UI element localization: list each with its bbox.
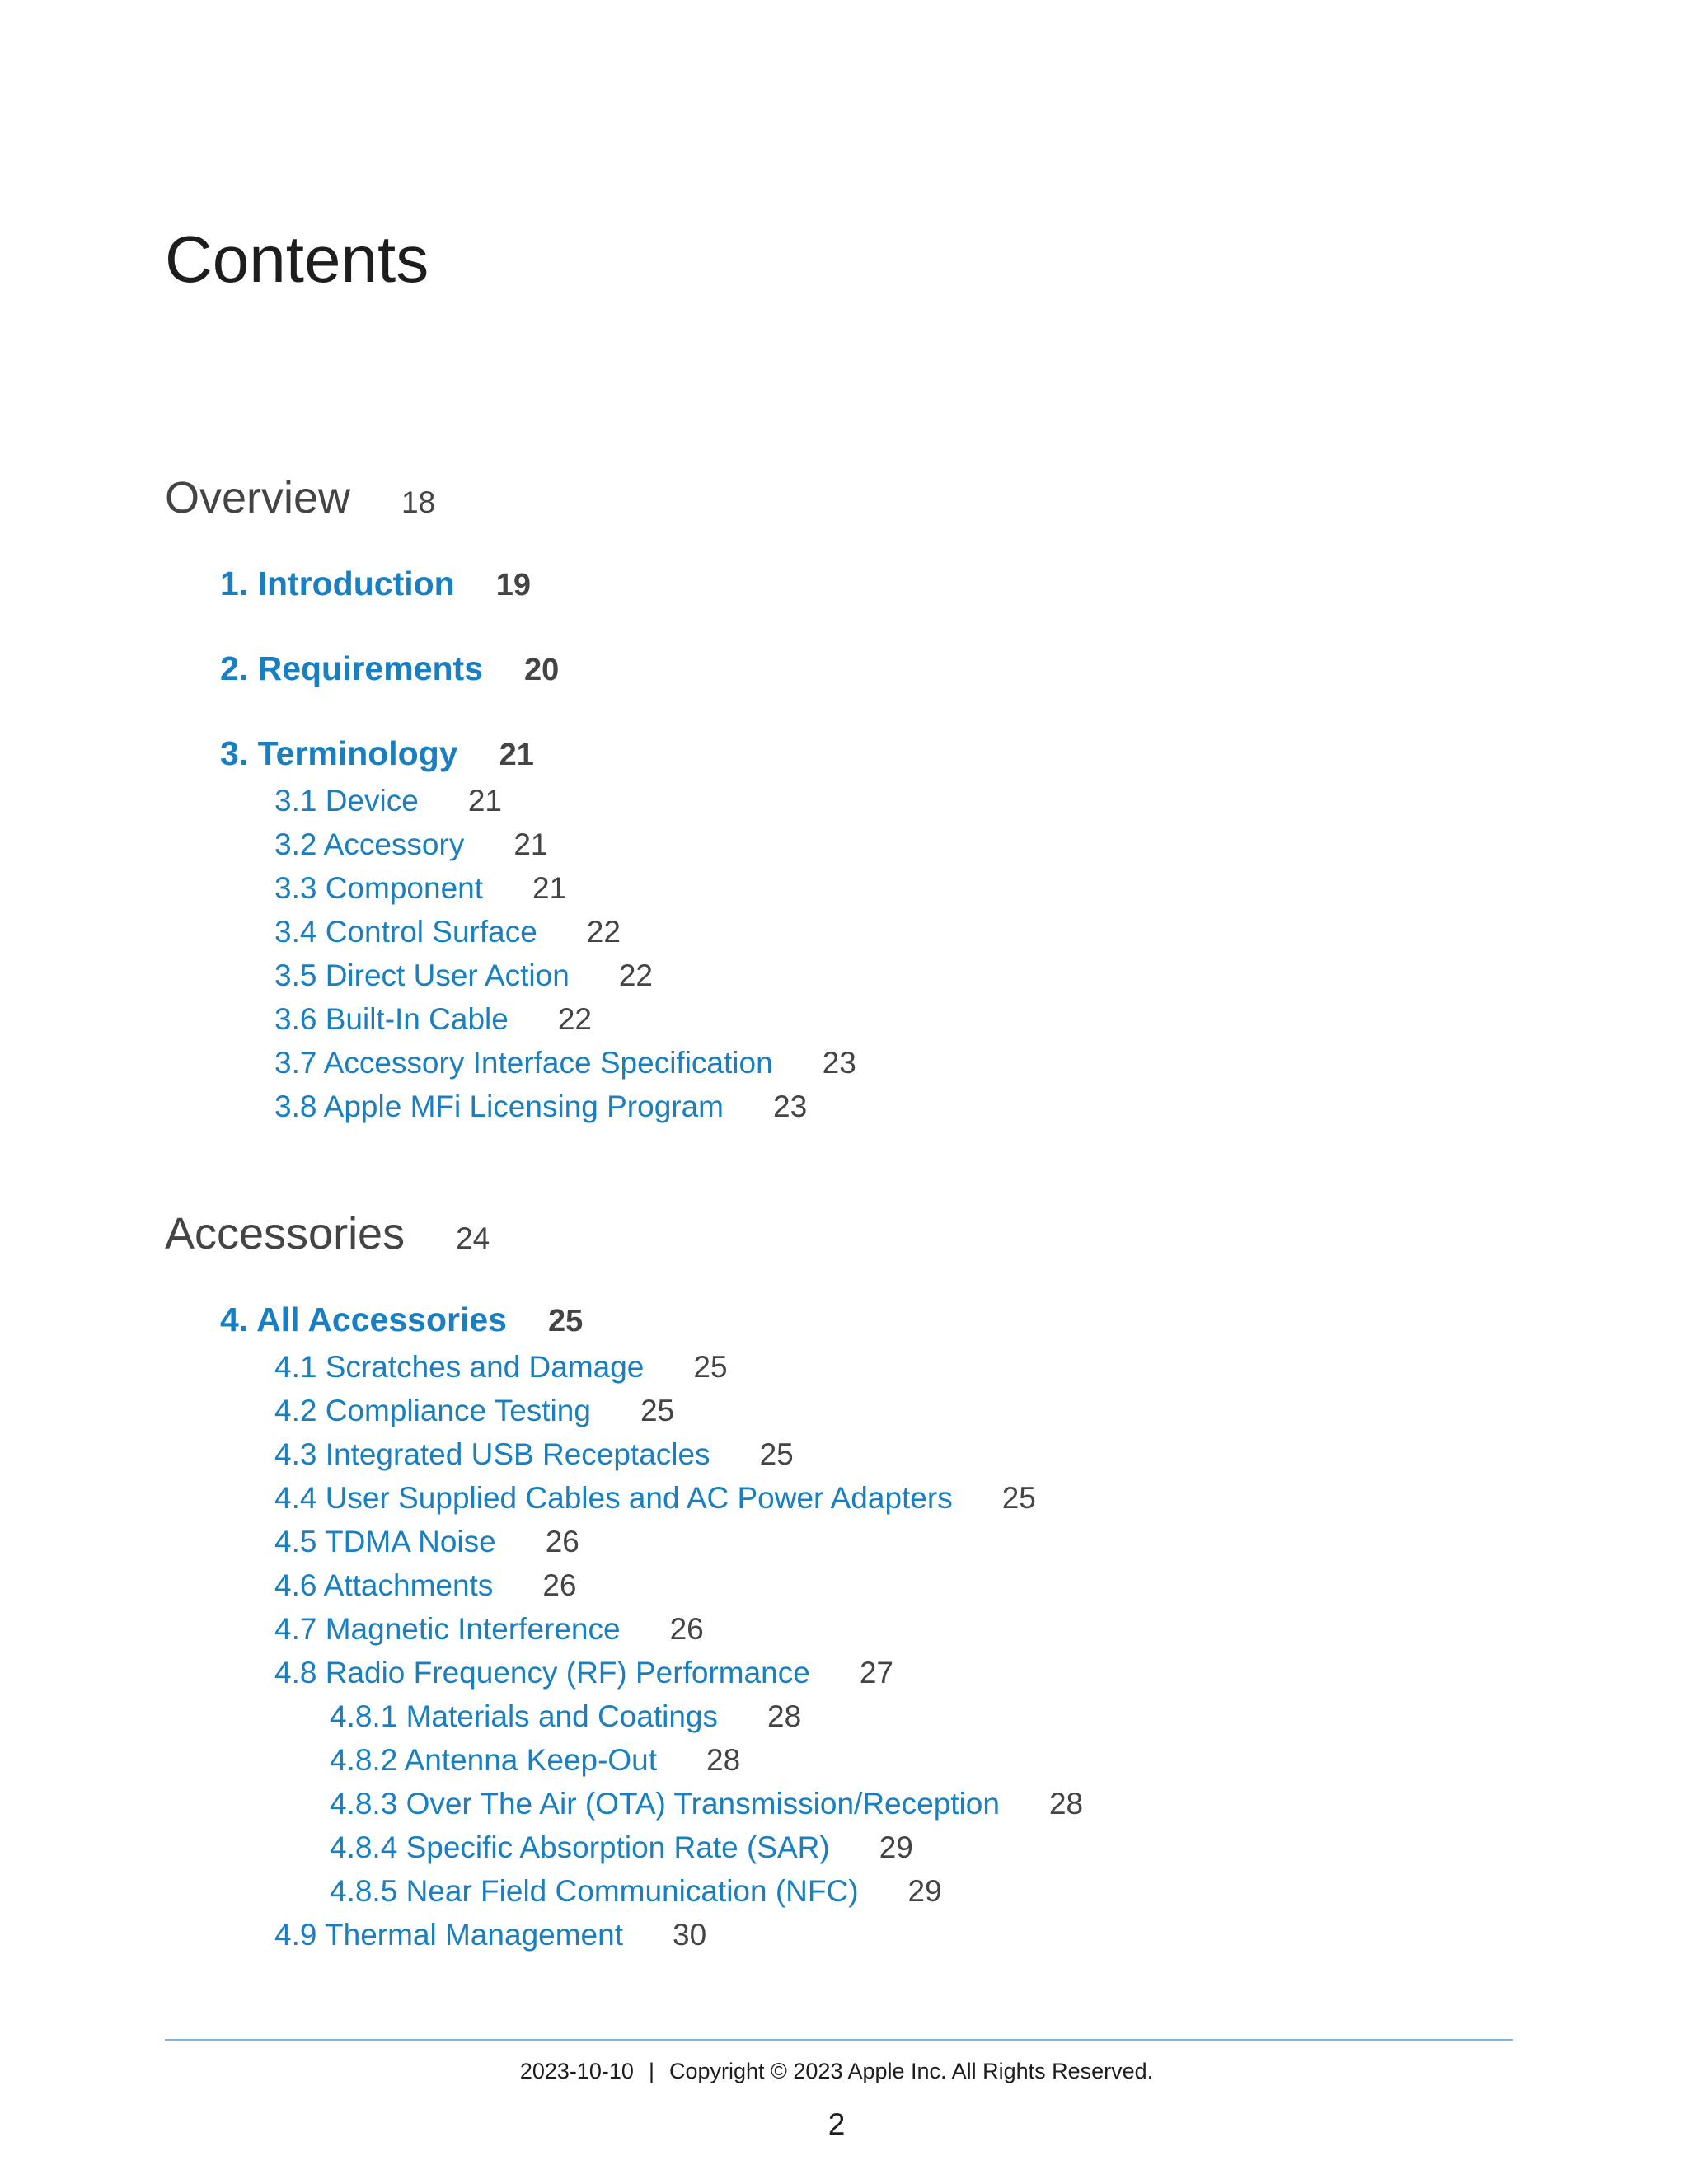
toc-section-3-6[interactable] [274, 1004, 592, 1034]
toc-section-3-3[interactable] [274, 873, 566, 903]
toc-section-3-7[interactable] [274, 1047, 856, 1078]
toc-page-number: 26 [669, 1612, 704, 1646]
toc-subsection-4-8-4[interactable] [330, 1832, 913, 1863]
toc-chapter-all-accessories[interactable] [220, 1303, 583, 1337]
toc-section-label: 3.8 Apple MFi Licensing Program [274, 1090, 724, 1123]
footer-copyright-line [0, 2059, 1673, 2084]
toc-page-number: 25 [693, 1350, 728, 1384]
toc-section-4-3[interactable] [274, 1439, 794, 1469]
toc-chapter-introduction[interactable] [220, 567, 531, 601]
page-number: 2 [828, 2107, 846, 2141]
toc-page-number: 23 [822, 1046, 856, 1080]
toc-section-4-4[interactable] [274, 1483, 1036, 1513]
toc-section-label: 4.1 Scratches and Damage [274, 1350, 645, 1384]
toc-section-label: 4.7 Magnetic Interference [274, 1612, 621, 1646]
toc-section-3-8[interactable] [274, 1091, 807, 1122]
footer-divider [165, 2039, 1513, 2041]
toc-page-number: 28 [1048, 1787, 1084, 1821]
toc-subsection-label: 4.8.4 Specific Absorption Rate (SAR) [330, 1830, 830, 1864]
toc-page-number: 25 [640, 1394, 675, 1427]
toc-page-number: 22 [586, 915, 621, 949]
toc-section-4-8[interactable] [274, 1657, 893, 1688]
toc-page-number: 19 [495, 568, 531, 602]
toc-page-number: 21 [513, 827, 548, 861]
toc-page-number: 21 [532, 871, 567, 905]
toc-page-number: 27 [859, 1656, 893, 1690]
toc-page-number: 21 [467, 784, 502, 818]
toc-subsection-label: 4.8.3 Over The Air (OTA) Transmission/Reception [330, 1787, 1000, 1821]
footer-separator: | [648, 2059, 654, 2083]
toc-page-number: 25 [759, 1437, 794, 1471]
toc-section-label: 3.7 Accessory Interface Specification [274, 1046, 773, 1080]
footer-copyright: Copyright © 2023 Apple Inc. All Rights Reserved. [668, 2059, 1154, 2083]
toc-part-accessories[interactable] [165, 1209, 490, 1258]
toc-section-label: 3.3 Component [274, 871, 484, 905]
toc-page-number: 30 [673, 1918, 707, 1952]
toc-section-4-2[interactable] [274, 1395, 674, 1426]
toc-page-number: 20 [524, 653, 560, 687]
toc-subsection-label: 4.8.5 Near Field Communication (NFC) [330, 1874, 859, 1908]
toc-section-label: 3.6 Built-In Cable [274, 1002, 509, 1036]
toc-part-overview[interactable] [165, 473, 436, 523]
toc-chapter-label: 2. Requirements [220, 649, 483, 687]
toc-section-3-2[interactable] [274, 829, 548, 860]
toc-section-4-5[interactable] [274, 1526, 579, 1557]
toc-section-3-5[interactable] [274, 960, 653, 991]
toc-page-number: 26 [542, 1568, 577, 1602]
toc-part-label: Overview [165, 473, 351, 523]
toc-section-label: 4.3 Integrated USB Receptacles [274, 1437, 710, 1471]
toc-section-label: 4.9 Thermal Management [274, 1918, 623, 1952]
toc-chapter-label: 3. Terminology [220, 734, 458, 772]
toc-page-number: 25 [547, 1304, 584, 1338]
toc-section-3-1[interactable] [274, 785, 502, 816]
toc-section-4-9[interactable] [274, 1919, 706, 1950]
toc-chapter-label: 4. All Accessories [220, 1301, 507, 1338]
toc-page-number: 28 [706, 1743, 741, 1777]
toc-page-number: 29 [879, 1830, 913, 1864]
toc-subsection-4-8-2[interactable] [330, 1745, 740, 1775]
toc-section-label: 3.5 Direct User Action [274, 958, 570, 992]
footer-date: 2023-10-10 [519, 2059, 634, 2083]
toc-section-3-4[interactable] [274, 916, 621, 947]
toc-section-4-7[interactable] [274, 1614, 704, 1644]
toc-page-number: 23 [773, 1090, 808, 1123]
toc-subsection-label: 4.8.2 Antenna Keep-Out [330, 1743, 658, 1777]
toc-subsection-4-8-1[interactable] [330, 1701, 801, 1732]
page-title: Contents [165, 223, 429, 296]
toc-part-label: Accessories [165, 1209, 406, 1258]
toc-page-number: 26 [545, 1525, 579, 1558]
toc-subsection-4-8-3[interactable] [330, 1788, 1083, 1819]
toc-chapter-requirements[interactable] [220, 649, 560, 687]
toc-section-label: 4.4 User Supplied Cables and AC Power Adapters [274, 1481, 953, 1515]
toc-section-label: 4.6 Attachments [274, 1568, 494, 1602]
toc-page-number: 29 [907, 1874, 942, 1908]
toc-section-label: 4.2 Compliance Testing [274, 1394, 591, 1427]
toc-section-label: 3.1 Device [274, 784, 419, 818]
toc-section-label: 3.2 Accessory [274, 827, 465, 861]
toc-page-number: 22 [557, 1002, 592, 1036]
toc-section-label: 4.8 Radio Frequency (RF) Performance [274, 1656, 810, 1690]
toc-subsection-4-8-5[interactable] [330, 1876, 942, 1906]
toc-section-4-6[interactable] [274, 1570, 576, 1601]
toc-chapter-label: 1. Introduction [220, 565, 455, 602]
toc-chapter-terminology[interactable] [220, 734, 534, 772]
toc-page-number: 22 [618, 958, 653, 992]
toc-page-number: 21 [499, 738, 534, 772]
toc-page-number: 28 [767, 1699, 802, 1733]
toc-section-label: 3.4 Control Surface [274, 915, 537, 949]
toc-page-number: 24 [456, 1221, 490, 1255]
toc-section-label: 4.5 TDMA Noise [274, 1525, 496, 1558]
toc-subsection-label: 4.8.1 Materials and Coatings [330, 1699, 718, 1733]
toc-section-4-1[interactable] [274, 1352, 728, 1382]
toc-page-number: 18 [401, 485, 436, 519]
toc-page-number: 25 [1001, 1481, 1036, 1515]
